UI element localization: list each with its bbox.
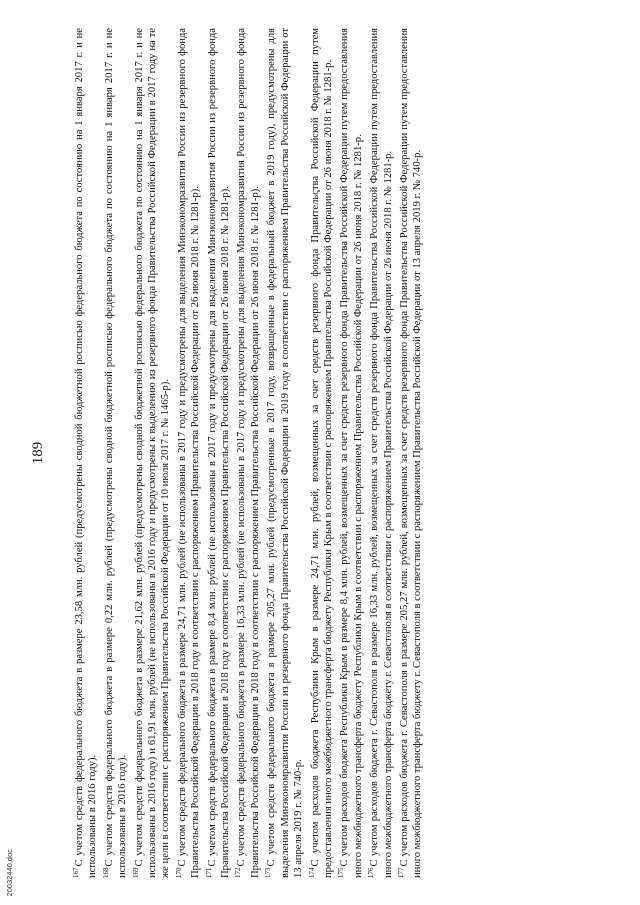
footnote-number: 176 <box>367 867 376 878</box>
footnote-text: С учетом расходов бюджета г. Севастополя в размере 16,33 млн. рублей, возмещенных за счет средств резервного фонда Правительства Российской Федерации путем предоставления иного межбюджетного трансферта бюджету г. Севастополя в соответствии с распоряжением Правительства Российской Федерации от 26 июня 2018 г. № 1281-р. <box>369 28 394 878</box>
footnote <box>395 28 425 878</box>
footnote-text: С учетом средств федерального бюджета в размере 23,58 млн. рублей (предусмотрены сводной бюджетной росписью федерального бюджета по состоянию на 1 января 2017 г. и не использованы в 2016 году). <box>74 28 99 878</box>
footnote <box>365 28 395 878</box>
footnote-number: 171 <box>204 867 213 878</box>
footnote <box>306 28 336 878</box>
footnote <box>262 28 305 878</box>
footnote-text: С учетом средств федерального бюджета в размере 205,27 млн. рублей (предусмотренные в 2017 году, возвращенные в федеральный бюджет в 2019 году), предусмотрены для выделения Минэкономразвития России из резервного фонда Правительства Российской Федерации в 2019 году в соответствии с распоряжением Правительства Российской Федерации от 13 апреля 2019 г. № 740-р. <box>266 28 305 878</box>
footnote-text: С учетом средств федерального бюджета в размере 16,33 млн. рублей (не использованы в 2017 году и предусмотрены для выделения Минэкономразвития России из резервного фонда Правительства Российской Федерации в 2018 году в соответствии с распоряжением Правительства Российской Федерации от 26 июня 2018 г. № 1281-р). <box>236 28 261 878</box>
footnote <box>70 28 100 878</box>
page-number: 189 <box>30 441 46 465</box>
footnote-text: С учетом расходов бюджета Республики Крым в размере 24,71 млн. рублей, возмещенных за счет средств резервного фонда Правительства Российской Федерации путем предоставления иного межбюджетного трансферта бюджету Республики Крым в соответствии с распоряжением Правительства Российской Федерации от 26 июня 2018 г. № 1281-р. <box>309 28 334 878</box>
footnote-number: 170 <box>174 867 183 878</box>
footnote-text: С учетом средств федерального бюджета в размере 8,4 млн. рублей (не использованы в 2017 году и предусмотрены для выделения Минэкономразвития России из резервного фонда Правительства Российской Федерации в 2018 году в соответствии с распоряжением Правительства Российской Федерации от 26 июня 2018 г. № 1281-р). <box>206 28 232 878</box>
footnote-text: С учетом средств федерального бюджета в размере 24,71 млн. рублей (не использованы в 2017 году и предусмотрены для выделения Минэкономразвития России из резервного фонда Правительства Российской Федерации в 2018 году в соответствии с распоряжением Правительства Российской Федерации от 26 июня 2018 г. № 1281-р). <box>176 28 202 878</box>
footnote-number: 177 <box>396 867 405 878</box>
footnote-number: 169 <box>131 867 140 878</box>
footnote <box>100 28 130 878</box>
footnote-number: 174 <box>307 867 316 878</box>
footnote-text: С учетом средств федерального бюджета в размере 21,62 млн. рублей (предусмотрены сводной бюджетной росписью федерального бюджета по состоянию на 1 января 2017 г. и не использованы в 2016 году) и 61,91 млн. рублей (не использованы в 2016 году и предусмотрены к выделению из резервного фонда Правительства Российской Федерации в 2017 году на те же цели в соответствии с распоряжением Правительства Российской Федерации от 10 июля 2017 г. № 1465-р). <box>133 28 172 878</box>
footnote <box>173 28 203 878</box>
footnote <box>203 28 233 878</box>
footnote-text: С учетом расходов бюджета г. Севастополя в размере 205,27 млн. рублей, возмещенных за счет средств резервного фонда Правительства Российской Федерации путем предоставления иного межбюджетного трансферта бюджету г. Севастополя в соответствии с распоряжением Правительства Российской Федерации от 13 апреля 2019 г. № 740-р. <box>398 28 424 878</box>
footnote-number: 172 <box>234 867 243 878</box>
footnote <box>232 28 262 878</box>
footnotes <box>70 28 425 878</box>
footnote-text: С учетом средств федерального бюджета в размере 0,22 млн. рублей (предусмотрены сводной бюджетной росписью федерального бюджета по состоянию на 1 января 2017 г. и не использованы в 2016 году). <box>103 28 129 878</box>
footnote <box>130 28 173 878</box>
footnote-number: 173 <box>264 867 273 878</box>
footnote-number: 168 <box>101 867 110 878</box>
document-code: 20032440.doc <box>5 849 14 897</box>
footnote-number: 175 <box>337 867 346 878</box>
footnote <box>335 28 365 878</box>
footnote-number: 167 <box>72 867 80 878</box>
footnote-text: С учетом расходов бюджета Республики Крым в размере 8,4 млн. рублей, возмещенных за счет средств резервного фонда Правительства Российской Федерации путем предоставления иного межбюджетного трансферта бюджету Республики Крым в соответствии с распоряжением Правительства Российской Федерации от 26 июня 2018 г. № 1281-р. <box>339 28 364 878</box>
rotated-page <box>30 28 570 878</box>
